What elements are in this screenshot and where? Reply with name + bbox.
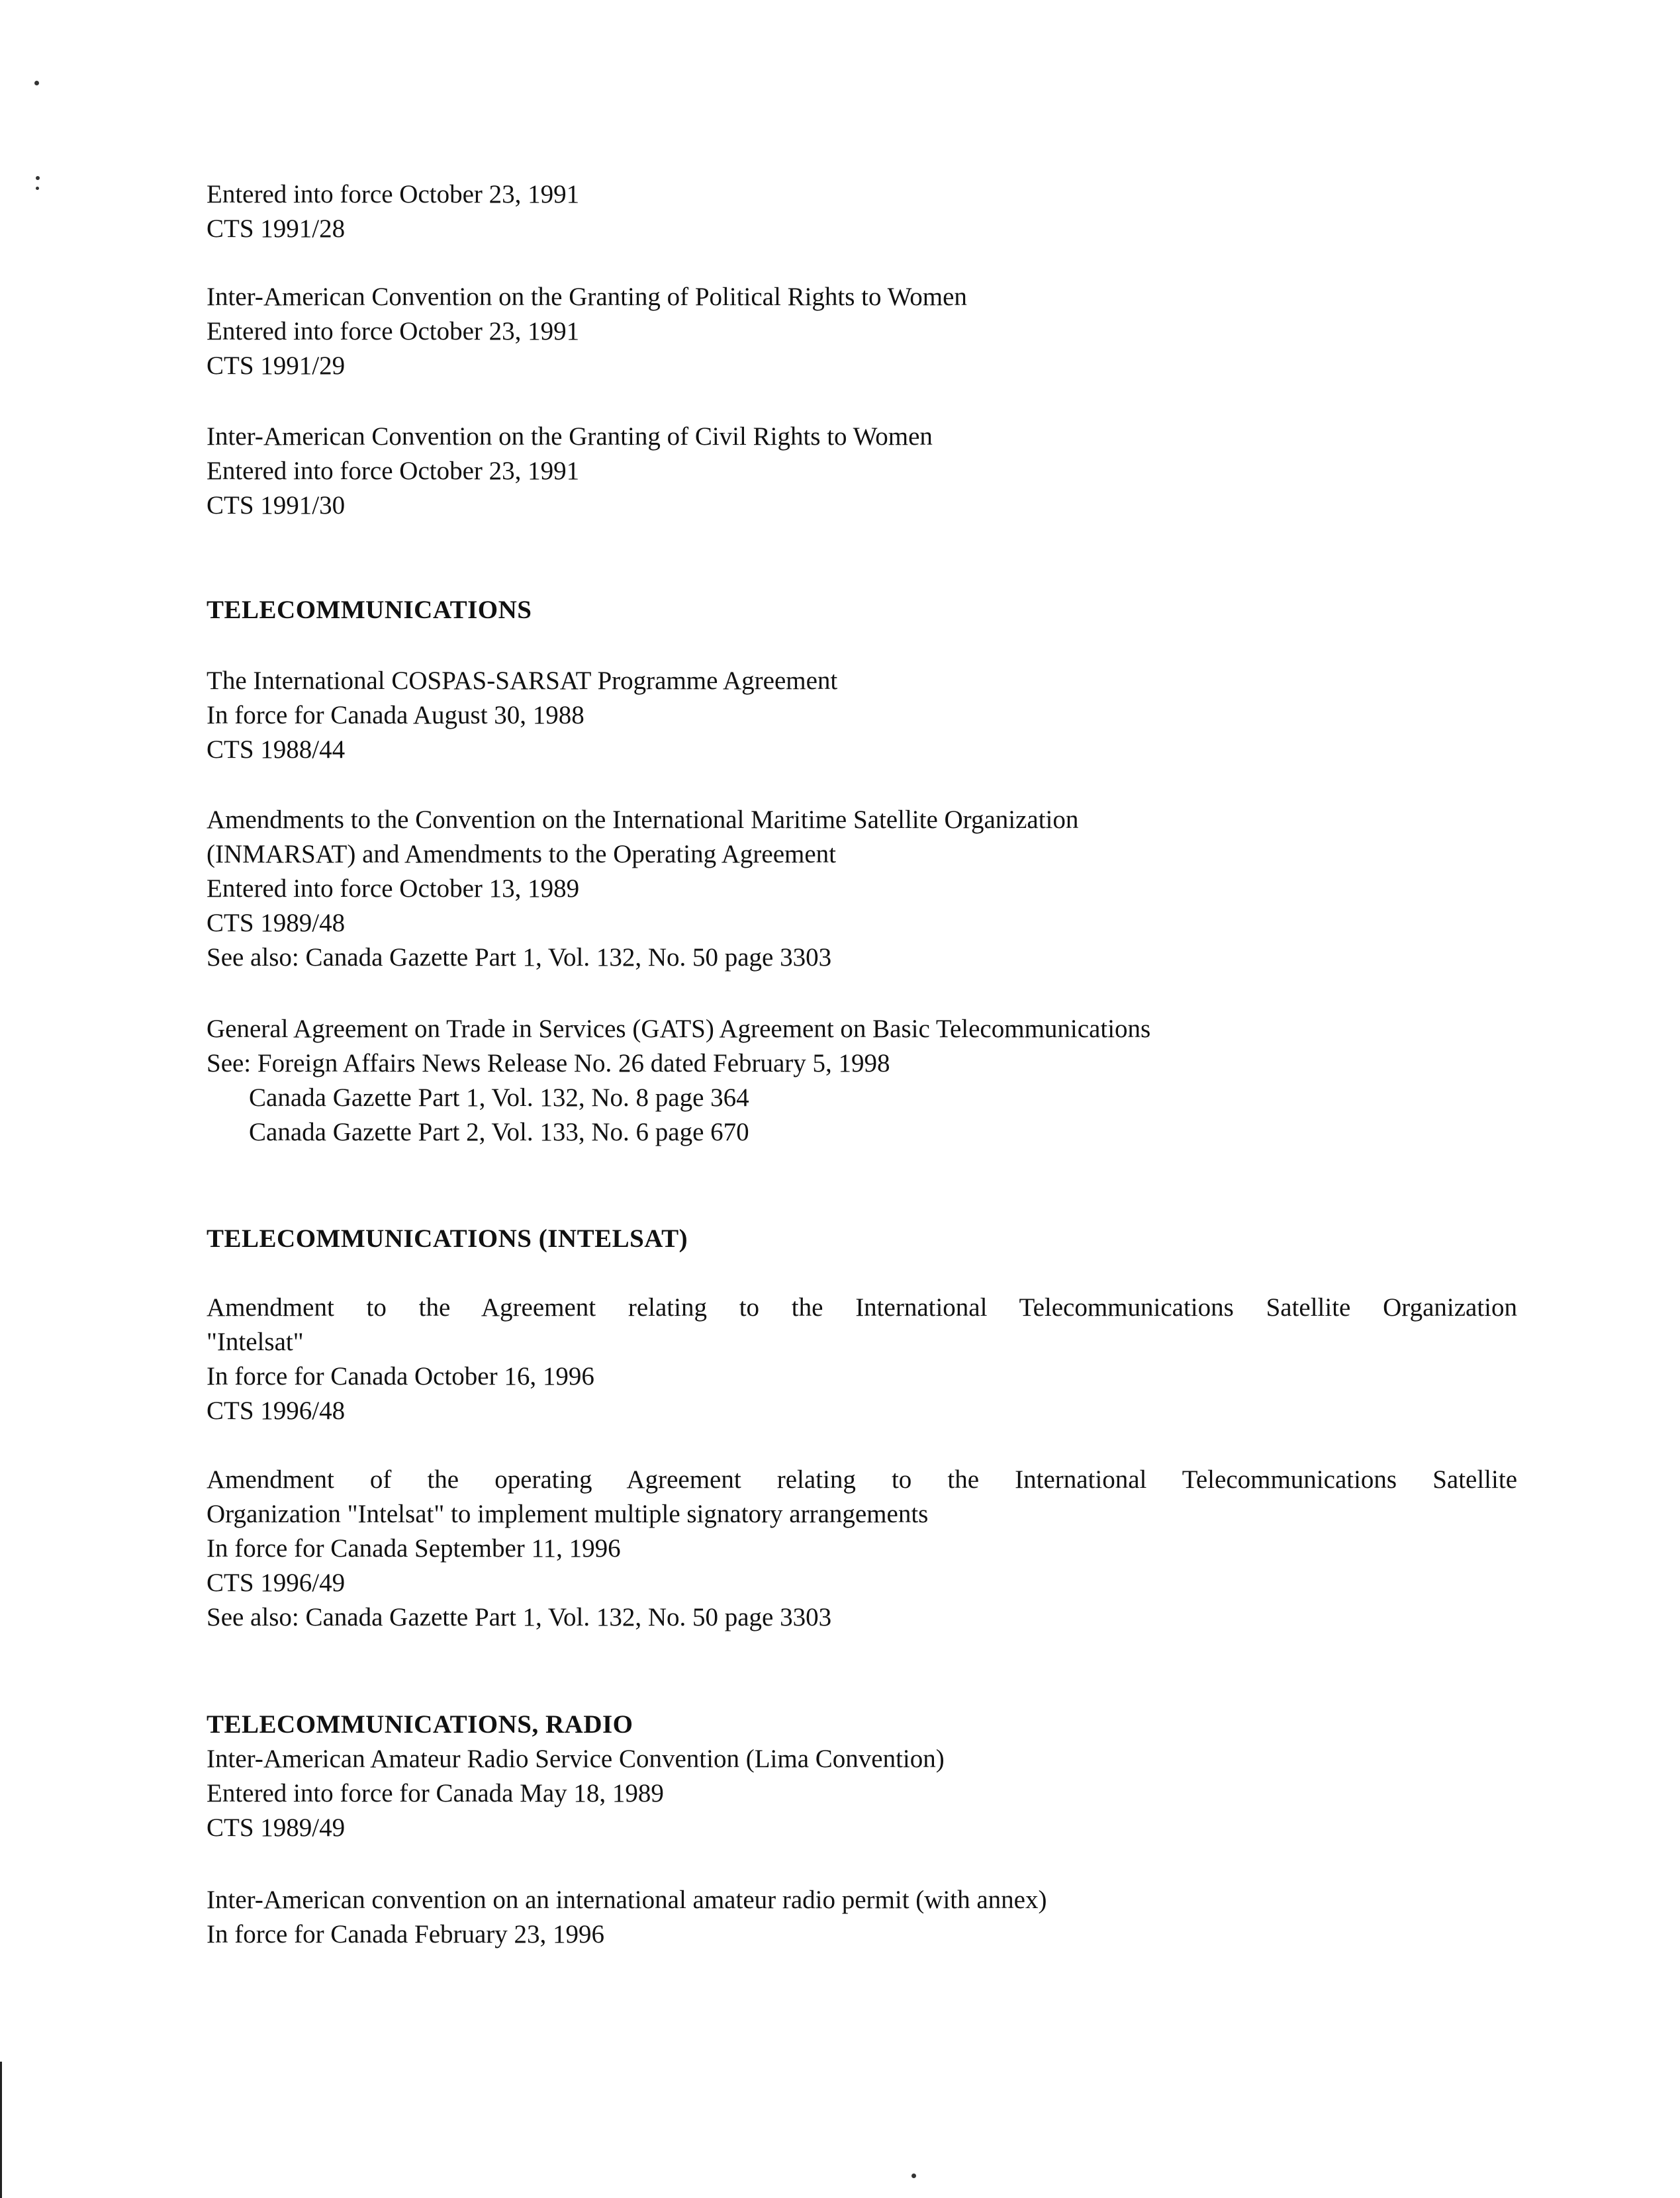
telecom-entry-2-line-3: Entered into force October 13, 1989 xyxy=(207,874,580,903)
radio-entry-1-line-2: Entered into force for Canada May 18, 1989 xyxy=(207,1779,664,1808)
section-heading-intelsat: TELECOMMUNICATIONS (INTELSAT) xyxy=(207,1224,688,1253)
telecom-entry-1-line-2: In force for Canada August 30, 1988 xyxy=(207,701,584,729)
intelsat-entry-2-line-4: CTS 1996/49 xyxy=(207,1569,346,1597)
telecom-entry-2-line-5: See also: Canada Gazette Part 1, Vol. 132, No. 50 page 3303 xyxy=(207,943,832,972)
telecom-entry-3-indented-line-2: Canada Gazette Part 2, Vol. 133, No. 6 page 670 xyxy=(249,1118,749,1146)
intelsat-entry-1-line-2: "Intelsat" xyxy=(207,1328,304,1356)
radio-entry-1-line-3: CTS 1989/49 xyxy=(207,1813,346,1842)
scan-speck xyxy=(911,2174,916,2178)
scan-speck xyxy=(36,176,40,180)
intro-entry-3-line-3: CTS 1991/30 xyxy=(207,491,346,520)
telecom-entry-3-line-2: See: Foreign Affairs News Release No. 26 dated February 5, 1998 xyxy=(207,1049,890,1077)
intro-entry-3-line-2: Entered into force October 23, 1991 xyxy=(207,457,580,485)
intelsat-entry-2-line-5: See also: Canada Gazette Part 1, Vol. 132, No. 50 page 3303 xyxy=(207,1603,832,1631)
intelsat-entry-1-line-3: In force for Canada October 16, 1996 xyxy=(207,1362,594,1391)
intro-entry-1-line-2: CTS 1991/28 xyxy=(207,214,346,243)
scan-speck xyxy=(36,187,39,190)
intro-entry-2-title: Inter-American Convention on the Granting of Political Rights to Women xyxy=(207,283,967,311)
telecom-entry-2-line-2: (INMARSAT) and Amendments to the Operating Agreement xyxy=(207,840,836,868)
telecom-entry-3-indented-line-1: Canada Gazette Part 1, Vol. 132, No. 8 page 364 xyxy=(249,1083,749,1112)
intelsat-entry-1-title: Amendment to the Agreement relating to the International Telecommunications Satellite Organization xyxy=(207,1293,1517,1322)
radio-entry-2-title: Inter-American convention on an international amateur radio permit (with annex) xyxy=(207,1886,1047,1914)
telecom-entry-1-line-3: CTS 1988/44 xyxy=(207,735,346,764)
radio-entry-1-title: Inter-American Amateur Radio Service Convention (Lima Convention) xyxy=(207,1745,945,1773)
intro-entry-2-line-2: Entered into force October 23, 1991 xyxy=(207,317,580,345)
section-heading-radio: TELECOMMUNICATIONS, RADIO xyxy=(207,1710,633,1739)
radio-entry-2-line-2: In force for Canada February 23, 1996 xyxy=(207,1920,605,1948)
scan-speck xyxy=(34,81,39,85)
intelsat-entry-1-line-4: CTS 1996/48 xyxy=(207,1397,346,1425)
intelsat-entry-2-title: Amendment of the operating Agreement relating to the International Telecommunications Satellite xyxy=(207,1465,1517,1494)
section-heading-telecommunications: TELECOMMUNICATIONS xyxy=(207,596,532,624)
telecom-entry-3-title: General Agreement on Trade in Services (GATS) Agreement on Basic Telecommunications xyxy=(207,1015,1151,1043)
telecom-entry-1-title: The International COSPAS-SARSAT Programme Agreement xyxy=(207,666,838,695)
intro-entry-1-line-1: Entered into force October 23, 1991 xyxy=(207,180,580,208)
intro-entry-2-line-3: CTS 1991/29 xyxy=(207,351,346,380)
intro-entry-3-title: Inter-American Convention on the Granting of Civil Rights to Women xyxy=(207,422,933,451)
telecom-entry-2-line-4: CTS 1989/48 xyxy=(207,909,346,937)
intelsat-entry-2-line-2: Organization "Intelsat" to implement multiple signatory arrangements xyxy=(207,1500,929,1528)
scan-edge-line xyxy=(0,2062,2,2198)
telecom-entry-2-title: Amendments to the Convention on the International Maritime Satellite Organization xyxy=(207,805,1079,834)
intelsat-entry-2-line-3: In force for Canada September 11, 1996 xyxy=(207,1534,621,1563)
